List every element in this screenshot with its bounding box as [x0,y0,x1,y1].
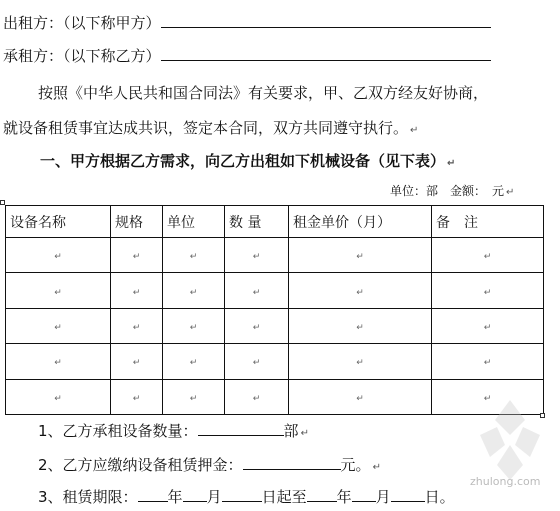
paragraph-mark: ↵ [356,358,364,369]
table-cell[interactable] [289,273,432,308]
table-cell[interactable] [163,379,225,414]
table-cell[interactable] [432,238,544,273]
unit-label [390,182,514,199]
paragraph-mark: ↵ [132,393,141,404]
table-cell[interactable] [163,308,225,343]
party-a-line [3,12,491,33]
equipment-table [5,205,544,415]
start-year-label: 年 [167,488,183,506]
table-cell[interactable] [432,308,544,343]
table-cell[interactable] [432,273,544,308]
paragraph-mark: ↵ [356,322,364,333]
start-year-blank[interactable] [138,488,168,502]
table-cell[interactable] [6,344,111,379]
table-cell[interactable] [163,344,225,379]
table-cell[interactable] [289,379,432,414]
table-cell[interactable] [225,344,289,379]
paragraph-mark: ↵ [300,428,309,439]
table-cell[interactable] [111,308,163,343]
intro-line-2 [3,117,418,138]
paragraph-mark: ↵ [54,287,62,298]
party-b-line [3,45,491,66]
paragraph-mark: ↵ [483,287,492,298]
item-2-line [38,454,381,475]
party-a-label: 出租方：（以下称甲方） [3,14,161,32]
paragraph-mark: ↵ [132,252,141,263]
table-row [6,344,544,379]
table-cell[interactable] [225,273,289,308]
paragraph-mark: ↵ [132,322,141,333]
col-header-monthly-rent: 租金单价（月） [289,206,432,238]
paragraph-mark: ↵ [189,287,198,298]
item-1-blank[interactable] [198,422,284,436]
paragraph-mark: ↵ [252,252,261,263]
col-header-spec: 规格 [111,206,163,238]
end-day-label: 日。 [424,488,455,506]
col-header-unit: 单位 [163,206,225,238]
paragraph-mark: ↵ [54,322,62,333]
paragraph-mark: ↵ [506,187,515,198]
table-cell[interactable] [111,379,163,414]
intro-text-2: 就设备租赁事宜达成共识，签定本合同，双方共同遵守执行。 [3,119,409,137]
start-day-blank[interactable] [222,488,262,502]
item-1-label: 1、乙方承租设备数量： [38,422,198,440]
paragraph-mark: ↵ [410,125,419,136]
intro-line-1 [38,82,488,103]
table-cell[interactable] [225,238,289,273]
paragraph-mark: ↵ [189,252,198,263]
table-row [6,308,544,343]
col-header-equipment-name: 设备名称 [6,206,111,238]
paragraph-mark: ↵ [447,158,456,169]
item-2-blank[interactable] [243,456,341,470]
paragraph-mark: ↵ [483,252,492,263]
start-day-label: 日起至 [261,488,307,506]
paragraph-mark: ↵ [189,393,198,404]
paragraph-mark: ↵ [483,358,492,369]
start-month-blank[interactable] [183,488,207,502]
end-month-blank[interactable] [352,488,376,502]
paragraph-mark: ↵ [252,358,261,369]
paragraph-mark: ↵ [132,358,141,369]
paragraph-mark: ↵ [132,287,141,298]
table-cell[interactable] [6,379,111,414]
end-year-label: 年 [336,488,352,506]
table-cell[interactable] [111,344,163,379]
item-1-suffix: 部 [283,422,299,440]
paragraph-mark: ↵ [54,393,62,404]
item-3-label: 3、租赁期限： [38,488,138,506]
party-b-label: 承租方：（以下称乙方） [3,47,161,65]
item-2-suffix: 元。 [340,456,371,474]
item-3-line [38,486,455,507]
party-b-blank[interactable] [161,47,491,61]
paragraph-mark: ↵ [252,322,261,333]
paragraph-mark: ↵ [372,462,381,473]
table-row [6,238,544,273]
paragraph-mark: ↵ [54,252,62,263]
paragraph-mark: ↵ [356,252,364,263]
party-a-blank[interactable] [161,14,491,28]
table-cell[interactable] [289,344,432,379]
intro-text-1: 按照《中华人民共和国合同法》有关要求，甲、乙双方经友好协商， [38,84,489,102]
table-cell[interactable] [111,273,163,308]
end-day-blank[interactable] [391,488,425,502]
item-2-label: 2、乙方应缴纳设备租赁押金： [38,456,243,474]
paragraph-mark: ↵ [483,393,492,404]
start-month-label: 月 [206,488,222,506]
unit-label-text: 单位：部 金额： 元 [390,184,505,198]
end-year-blank[interactable] [307,488,337,502]
paragraph-mark: ↵ [189,358,198,369]
watermark-text: zhulong.com [470,475,541,488]
col-header-remarks: 备 注 [432,206,544,238]
table-cell[interactable] [6,273,111,308]
table-cell[interactable] [6,238,111,273]
col-header-quantity: 数 量 [225,206,289,238]
end-month-label: 月 [375,488,391,506]
table-row [6,379,544,414]
table-cell[interactable] [163,238,225,273]
paragraph-mark: ↵ [252,287,261,298]
table-cell[interactable] [289,238,432,273]
table-header-row [6,206,544,238]
table-cell[interactable] [432,344,544,379]
paragraph-mark: ↵ [483,322,492,333]
table-cell[interactable] [6,308,111,343]
table-cell[interactable] [225,308,289,343]
watermark-logo-icon [465,395,555,485]
table-cell[interactable] [111,238,163,273]
paragraph-mark: ↵ [54,358,62,369]
table-cell[interactable] [289,308,432,343]
table-cell[interactable] [225,379,289,414]
table-row [6,273,544,308]
paragraph-mark: ↵ [356,393,364,404]
table-cell[interactable] [163,273,225,308]
item-1-line [38,420,309,441]
paragraph-mark: ↵ [356,287,364,298]
section-heading [40,150,455,171]
section-heading-text: 一、甲方根据乙方需求，向乙方出租如下机械设备（见下表） [40,152,446,170]
paragraph-mark: ↵ [189,322,198,333]
paragraph-mark: ↵ [252,393,261,404]
